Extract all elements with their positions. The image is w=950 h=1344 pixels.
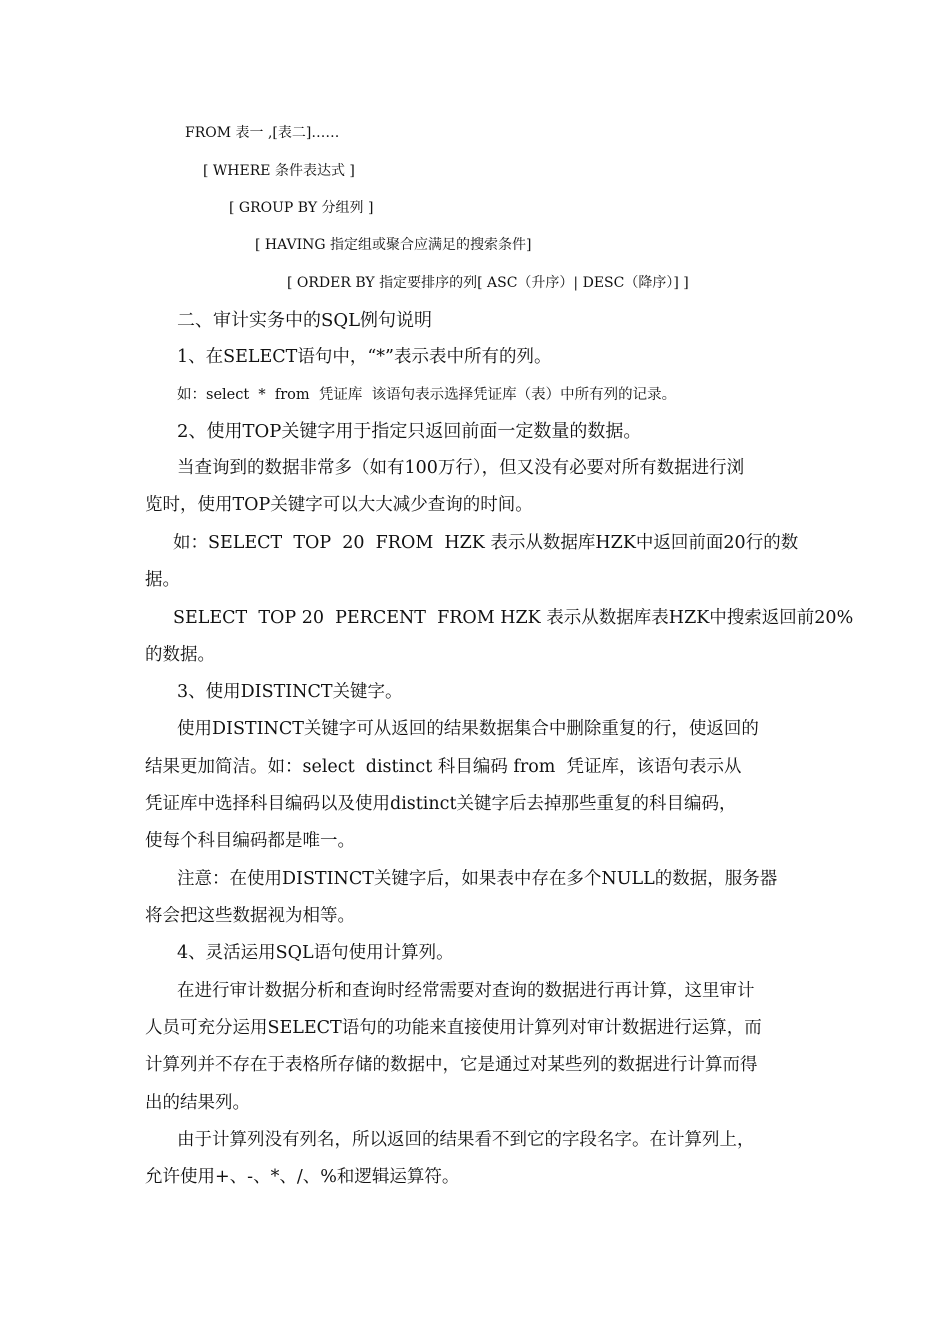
item-2-title: 2、使用TOP关键字用于指定只返回前面一定数量的数据。 — [177, 421, 642, 442]
item-2-paragraph-line: 当查询到的数据非常多（如有100万行），但又没有必要对所有数据进行浏 — [177, 458, 745, 478]
syntax-order-by: [ ORDER BY 指定要排序的列[ ASC（升序）| DESC（降序）] ] — [287, 275, 689, 291]
item-3-paragraph-line: 结果更加简洁。如：select distinct 科目编码 from 凭证库，该语句表示从 — [145, 757, 742, 777]
item-3-note-line: 将会把这些数据视为相等。 — [145, 906, 355, 926]
section-title: 二、审计实务中的SQL例句说明 — [177, 310, 433, 331]
item-1-title: 1、在SELECT语句中，“*”表示表中所有的列。 — [177, 347, 552, 367]
item-2-paragraph-line: 览时，使用TOP关键字可以大大减少查询的时间。 — [145, 495, 533, 515]
item-1-example: 如：select * from 凭证库 该语句表示选择凭证库（表）中所有列的记录。 — [177, 387, 677, 403]
item-2-example-line: 的数据。 — [145, 645, 215, 665]
syntax-from: FROM 表一 ,[表二]…… — [185, 125, 340, 141]
item-4-paragraph-line: 由于计算列没有列名，所以返回的结果看不到它的字段名字。在计算列上， — [177, 1130, 755, 1150]
item-2-example-line: 如：SELECT TOP 20 FROM HZK 表示从数据库HZK中返回前面20行的数 — [173, 533, 799, 553]
item-4-paragraph-line: 人员可充分运用SELECT语句的功能来直接使用计算列对审计数据进行运算，而 — [145, 1018, 762, 1038]
syntax-where: [ WHERE 条件表达式 ] — [203, 163, 355, 179]
item-3-paragraph-line: 使用DISTINCT关键字可从返回的结果数据集合中删除重复的行，使返回的 — [177, 719, 759, 739]
item-4-paragraph-line: 在进行审计数据分析和查询时经常需要对查询的数据进行再计算，这里审计 — [177, 981, 755, 1001]
syntax-group-by: [ GROUP BY 分组列 ] — [229, 200, 374, 216]
item-3-title: 3、使用DISTINCT关键字。 — [177, 682, 403, 702]
item-3-paragraph-line: 使每个科目编码都是唯一。 — [145, 831, 355, 851]
item-3-note-line: 注意：在使用DISTINCT关键字后，如果表中存在多个NULL的数据，服务器 — [177, 869, 778, 889]
item-2-example-line: 据。 — [145, 570, 180, 590]
item-3-paragraph-line: 凭证库中选择科目编码以及使用distinct关键字后去掉那些重复的科目编码， — [145, 794, 737, 814]
item-4-paragraph-line: 计算列并不存在于表格所存储的数据中，它是通过对某些列的数据进行计算而得 — [145, 1055, 758, 1075]
item-4-title: 4、灵活运用SQL语句使用计算列。 — [177, 943, 454, 963]
item-2-example-line: SELECT TOP 20 PERCENT FROM HZK 表示从数据库表HZK中搜索返回前20% — [173, 608, 854, 628]
item-4-paragraph-line: 出的结果列。 — [145, 1093, 250, 1113]
syntax-having: [ HAVING 指定组或聚合应满足的搜索条件] — [255, 237, 532, 253]
item-4-paragraph-line: 允许使用+、-、*、/、%和逻辑运算符。 — [145, 1167, 460, 1187]
